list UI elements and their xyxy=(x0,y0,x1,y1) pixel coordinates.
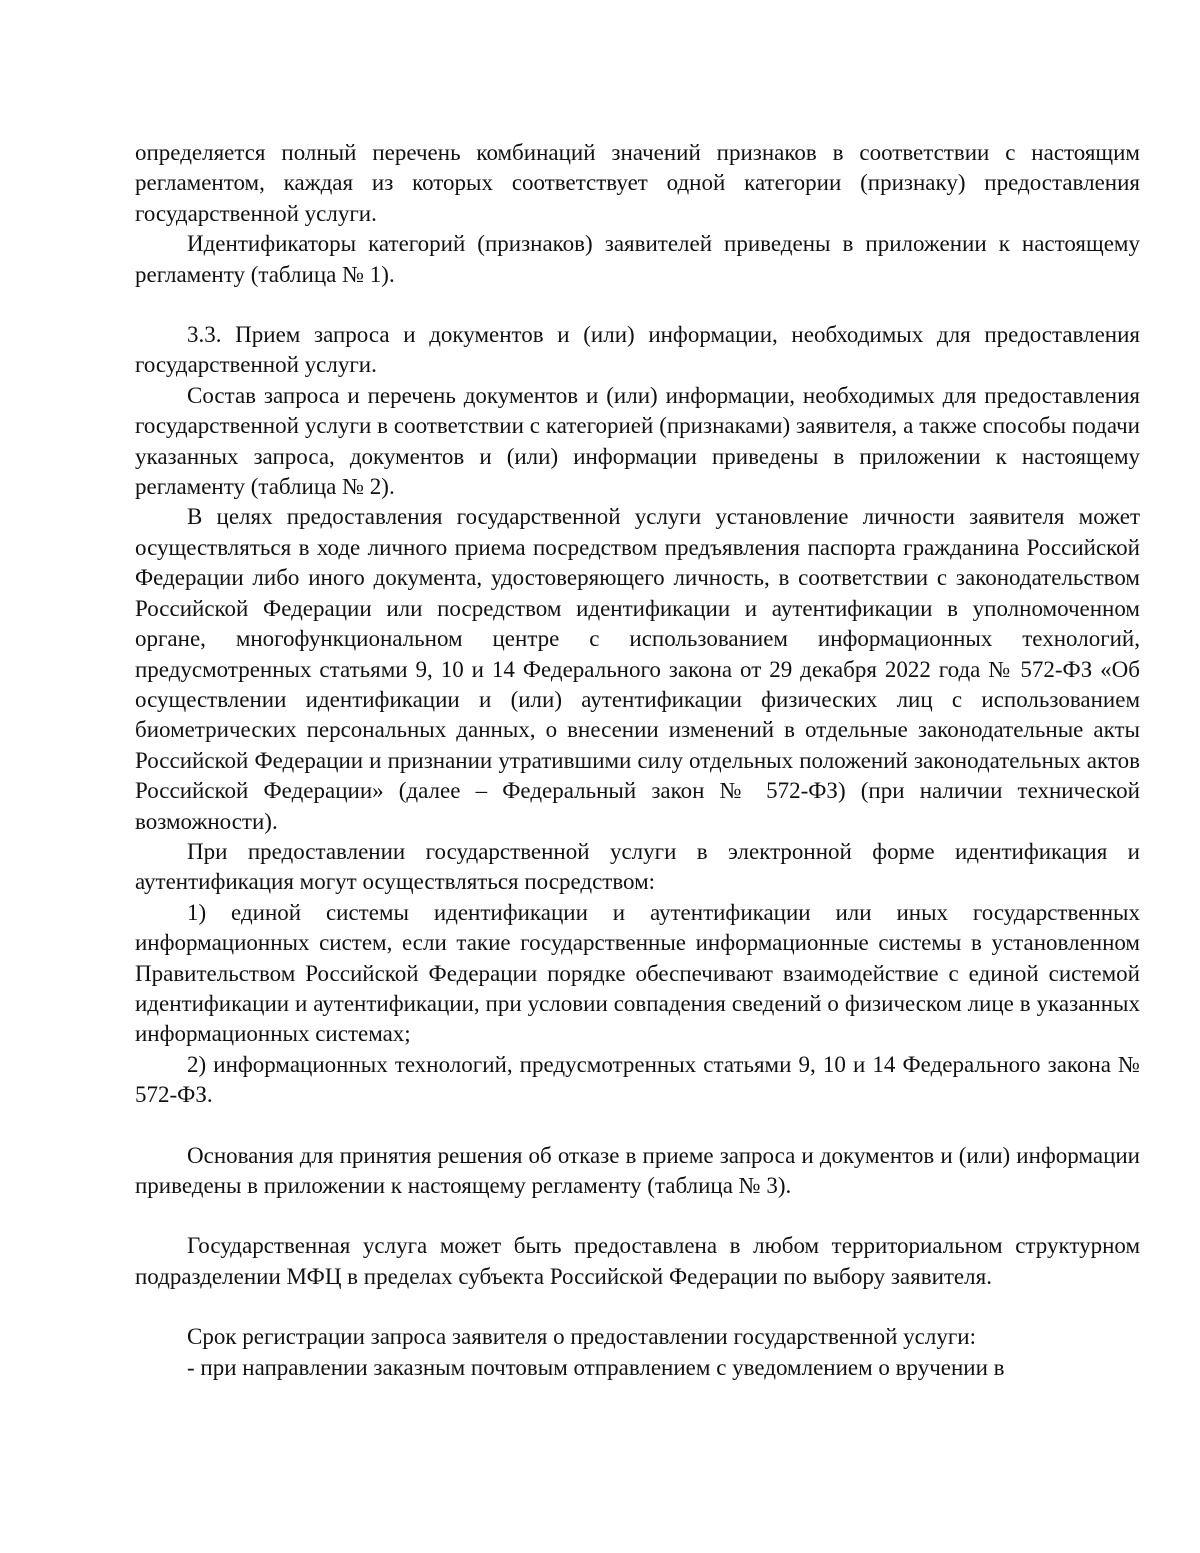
document-page xyxy=(135,138,1140,1383)
paragraph-registered-mail: - при направлении заказным почтовым отправлением с уведомлением о вручении в xyxy=(187,1354,1005,1380)
paragraph-refusal-grounds: Основания для принятия решения об отказе в приеме запроса и документов и (или) информации приведены в приложении к настоящему регламенту (таблица № 3). xyxy=(135,1142,1140,1198)
list-item-1: 1) единой системы идентификации и аутентификации или иных государственных информационных систем, если такие государственные информационные системы в установленном Правительством Российской Федерации порядке обеспечивают взаимодействие с единой системой идентификации и аутентификации, при условии совпадения сведений о физическом лице в указанных информационных системах; xyxy=(135,899,1140,1047)
paragraph-category-identifiers: Идентификаторы категорий (признаков) заявителей приведены в приложении к настоящему регламенту (таблица № 1). xyxy=(135,231,1140,287)
paragraph-identity-verification: В целях предоставления государственной услуги установление личности заявителя может осуществляться в ходе личного приема посредством предъявления паспорта гражданина Российской Федерации либо иного документа, удостоверяющего личность, в соответствии с законодательством Российской Федерации или посредством идентификации и аутентификации в уполномоченном органе, многофункциональном центре с использованием информационных технологий, предусмотренных статьями 9, 10 и 14 Федерального закона от 29 декабря 2022 года № 572-ФЗ «Об осуществлении идентификации и (или) аутентификации физических лиц с использованием биометрических персональных данных, о внесении изменений в отдельные законодательные акты Российской Федерации и признании утратившими силу отдельных положений законодательных актов Российской Федерации» (далее – Федеральный закон № 572-ФЗ) (при наличии технической возможности). xyxy=(135,504,1140,834)
paragraph-registration-term: Срок регистрации запроса заявителя о предоставлении государственной услуги: xyxy=(187,1324,976,1350)
paragraph-request-composition: Состав запроса и перечень документов и (или) информации, необходимых для предоставления государственной услуги в соответствии с категорией (признаками) заявителя, а также способы подачи указанных запроса, документов и (или) информации приведены в приложении к настоящему регламенту (таблица № 2). xyxy=(135,382,1140,500)
spacer xyxy=(135,290,1140,320)
section-heading-3-3: 3.3. Прием запроса и документов и (или) информации, необходимых для предоставления государственной услуги. xyxy=(135,322,1140,378)
paragraph-electronic-identification: При предоставлении государственной услуги в электронной форме идентификация и аутентификация могут осуществляться посредством: xyxy=(135,838,1140,895)
paragraph-mfc-service: Государственная услуга может быть предоставлена в любом территориальном структурном подразделении МФЦ в пределах субъекта Российской Федерации по выбору заявителя. xyxy=(135,1233,1140,1289)
spacer xyxy=(135,1111,1140,1141)
spacer xyxy=(135,1201,1140,1231)
list-item-2: 2) информационных технологий, предусмотренных статьями 9, 10 и 14 Федерального закона № 572-ФЗ. xyxy=(135,1051,1140,1108)
spacer xyxy=(135,1292,1140,1322)
paragraph-categories-list: определяется полный перечень комбинаций значений признаков в соответствии с настоящим регламентом, каждая из которых соответствует одной категории (признаку) предоставления государственной услуги. xyxy=(135,140,1140,226)
